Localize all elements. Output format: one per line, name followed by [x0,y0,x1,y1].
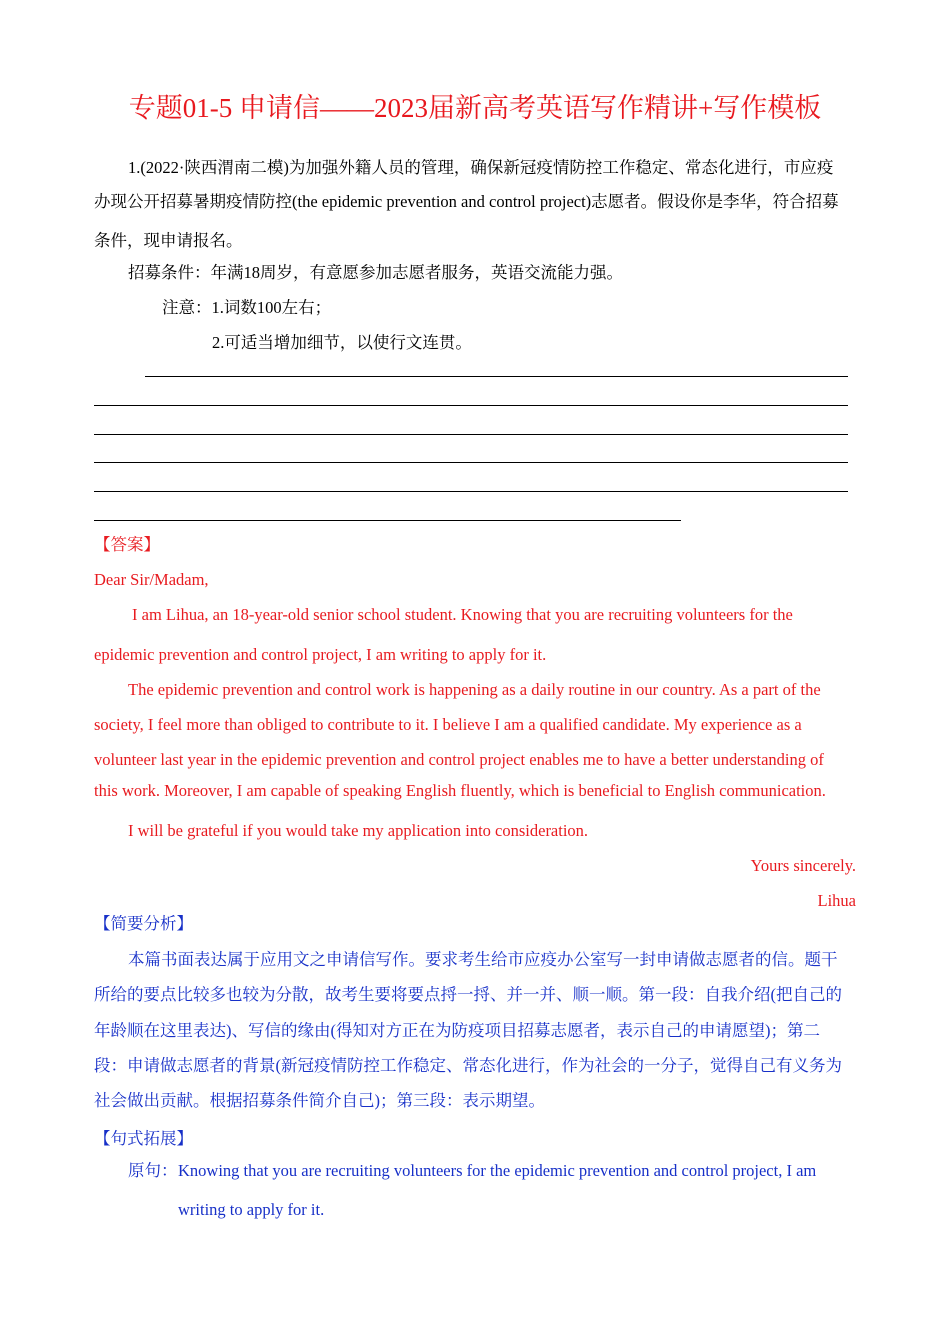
answer-p2-line-2: society, I feel more than obliged to contribute to it. I believe I am a qualified candidate. My experience as a [94,715,802,734]
analysis-heading: 【简要分析】 [94,914,193,933]
note-2: 2.可适当增加细节，以使行文连贯。 [212,333,472,352]
answer-p3: I will be grateful if you would take my application into consideration. [128,821,589,840]
page-title: 专题01-5 申请信——2023届新高考英语写作精讲+写作模板 [128,93,822,123]
analysis-line-4: 段：申请做志愿者的背景(新冠疫情防控工作稳定、常态化进行，作为社会的一分子，觉得自己有义务为 [94,1056,842,1075]
answer-heading: 【答案】 [94,535,160,554]
signature: Lihua [817,891,856,910]
analysis-line-1: 本篇书面表达属于应用文之申请信写作。要求考生给市应疫办公室写一封申请做志愿者的信。题干 [128,950,838,969]
writing-line [94,434,848,435]
analysis-line-2: 所给的要点比较多也较为分散，故考生要将要点捋一捋、并一并、顺一顺。第一段：自我介绍(把自己的 [94,985,842,1004]
expansion-heading: 【句式拓展】 [94,1129,193,1148]
recruit-conditions: 招募条件：年满18周岁，有意愿参加志愿者服务，英语交流能力强。 [128,263,623,282]
original-sentence-label: 原句： [128,1161,178,1180]
writing-line [94,405,848,406]
answer-p1-line-1: I am Lihua, an 18-year-old senior school student. Knowing that you are recruiting volunteers for the [132,605,793,624]
writing-line [94,462,848,463]
original-sentence-line-2: writing to apply for it. [178,1200,325,1219]
answer-p2-line-4: this work. Moreover, I am capable of speaking English fluently, which is beneficial to English communication. [94,781,826,800]
answer-p1-line-2: epidemic prevention and control project, I am writing to apply for it. [94,645,547,664]
analysis-line-5: 社会做出贡献。根据招募条件简介自己)；第三段：表示期望。 [94,1091,545,1110]
question-line-2: 办现公开招募暑期疫情防控(the epidemic prevention and control project)志愿者。假设你是李华，符合招募 [94,192,839,211]
question-line-3: 条件，现申请报名。 [94,231,243,250]
salutation: Dear Sir/Madam, [94,570,209,589]
note-1: 注意：1.词数100左右； [162,298,332,317]
analysis-line-3: 年龄顺在这里表达)、写信的缘由(得知对方正在为防疫项目招募志愿者，表示自己的申请愿望)；第二 [94,1021,820,1040]
original-sentence-line-1: Knowing that you are recruiting volunteers for the epidemic prevention and control project, I am [178,1161,817,1180]
writing-line [145,376,848,377]
answer-p2-line-1: The epidemic prevention and control work is happening as a daily routine in our country. As a part of the [128,680,821,699]
question-line-1: 1.(2022·陕西渭南二模)为加强外籍人员的管理，确保新冠疫情防控工作稳定、常态化进行，市应疫 [128,158,834,177]
answer-p2-line-3: volunteer last year in the epidemic prevention and control project enables me to have a better understanding of [94,750,824,769]
closing: Yours sincerely. [750,856,856,875]
writing-line [94,491,848,492]
writing-line [94,520,681,521]
